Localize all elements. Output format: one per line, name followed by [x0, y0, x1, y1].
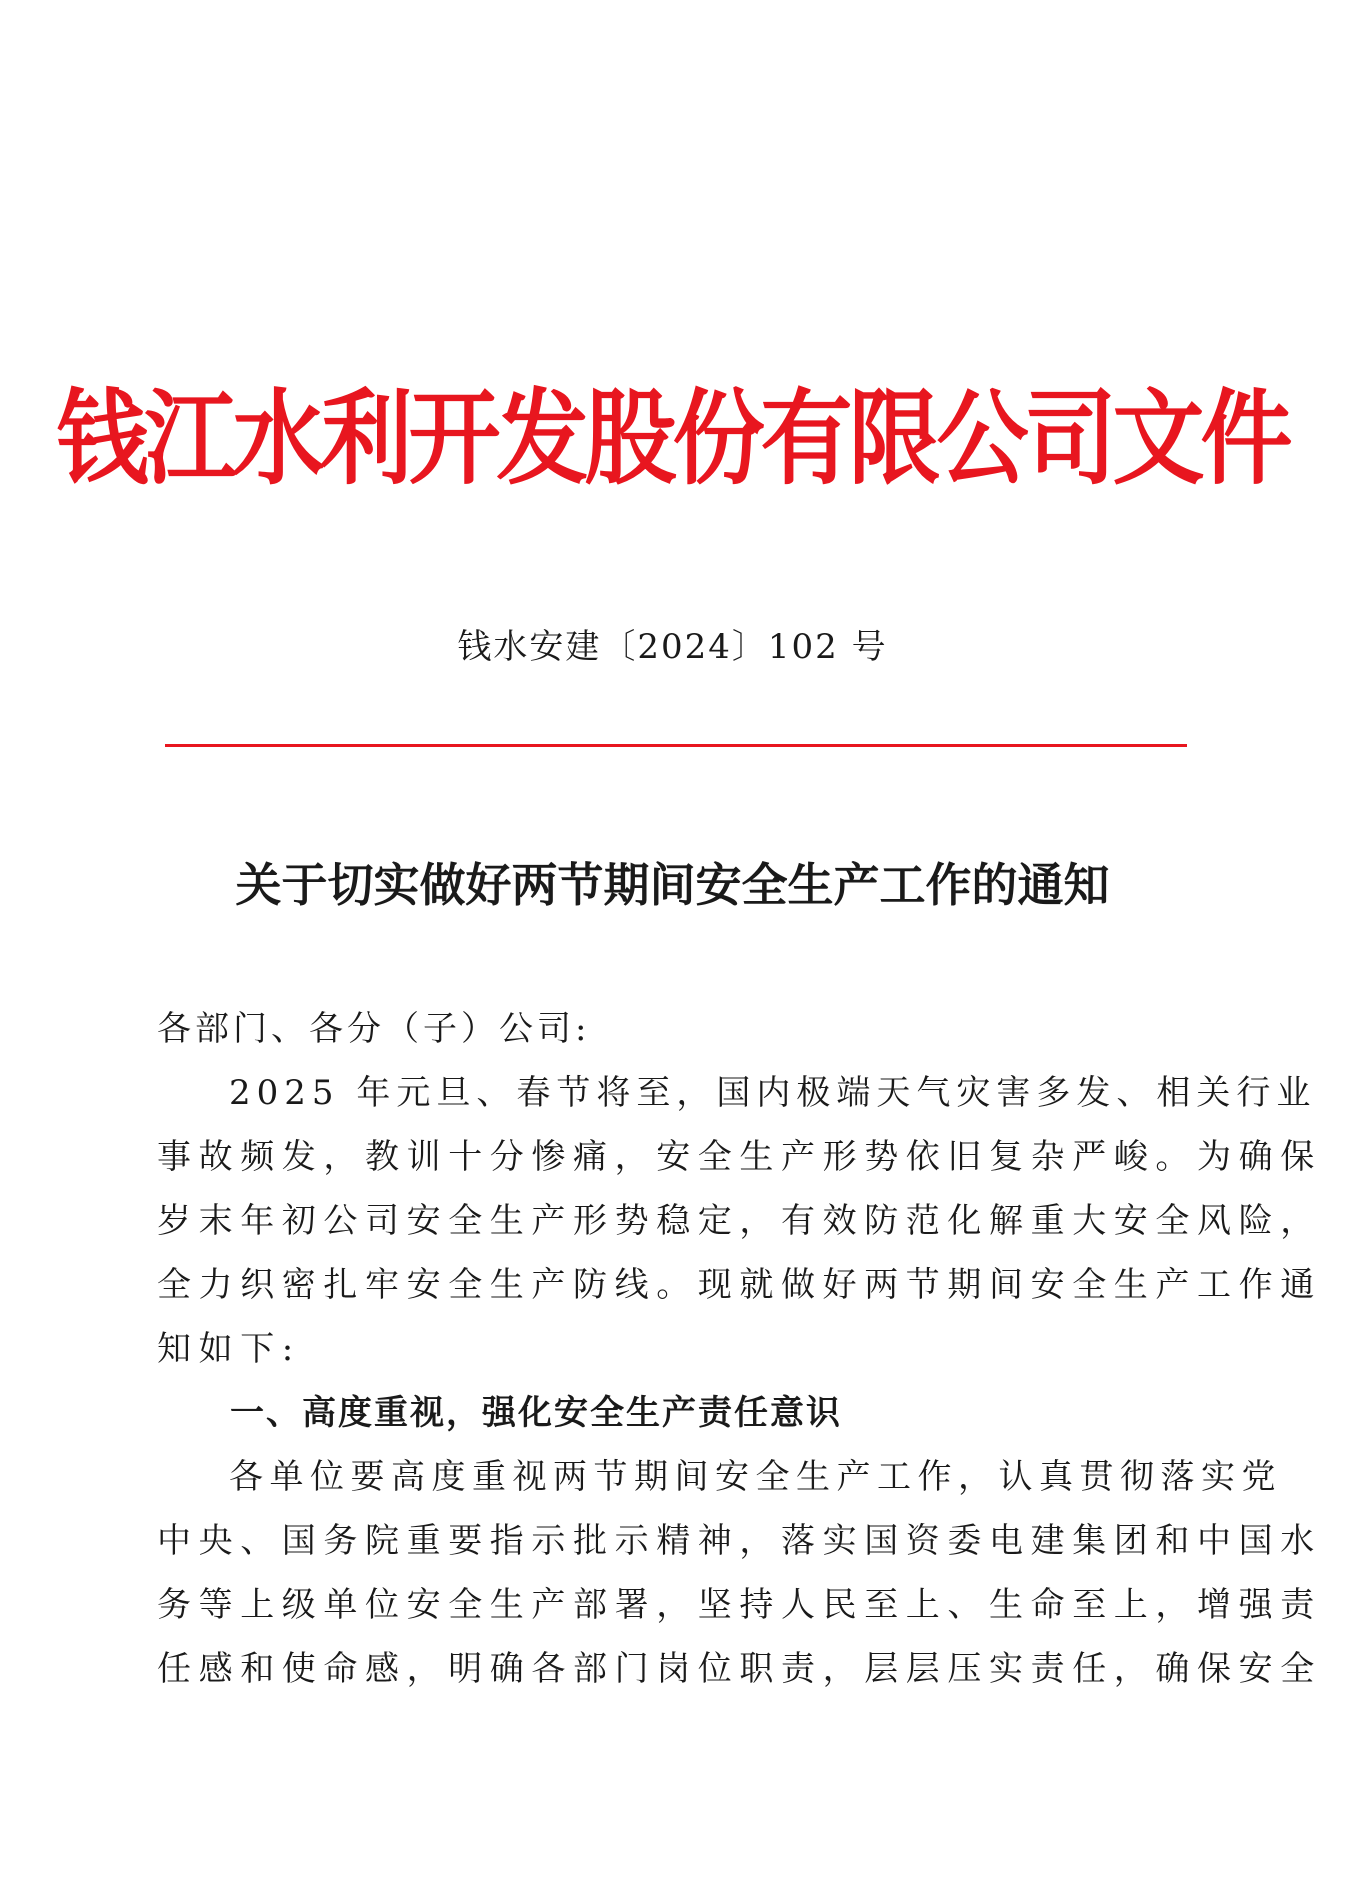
red-divider-line — [165, 744, 1187, 747]
section1-line-3: 务等上级单位安全生产部署，坚持人民至上、生命至上，增强责 — [157, 1585, 1322, 1625]
section1-line-1: 各单位要高度重视两节期间安全生产工作，认真贯彻落实党 — [229, 1457, 1282, 1497]
section1-line-2: 中央、国务院重要指示批示精神，落实国资委电建集团和中国水 — [157, 1521, 1322, 1561]
section1-line-4: 任感和使命感，明确各部门岗位职责，层层压实责任，确保安全 — [157, 1649, 1322, 1689]
paragraph1-line-5: 知如下: — [157, 1329, 301, 1369]
salutation: 各部门、各分（子）公司: — [157, 1009, 591, 1049]
paragraph1-line-4: 全力织密扎牢安全生产防线。现就做好两节期间安全生产工作通 — [157, 1265, 1322, 1305]
paragraph1-line-1: 2025 年元旦、春节将至，国内极端天气灾害多发、相关行业 — [229, 1073, 1317, 1113]
section1-heading: 一、高度重视，强化安全生产责任意识 — [230, 1393, 842, 1433]
paragraph1-line-2: 事故频发，教训十分惨痛，安全生产形势依旧复杂严峻。为确保 — [157, 1137, 1322, 1177]
notice-title: 关于切实做好两节期间安全生产工作的通知 — [235, 858, 1110, 912]
document-number: 钱水安建〔2024〕102 号 — [457, 627, 888, 667]
paragraph1-line-3: 岁末年初公司安全生产形势稳定，有效防范化解重大安全风险， — [157, 1201, 1322, 1241]
red-header-title: 钱江水利开发股份有限公司文件 — [56, 379, 1289, 499]
